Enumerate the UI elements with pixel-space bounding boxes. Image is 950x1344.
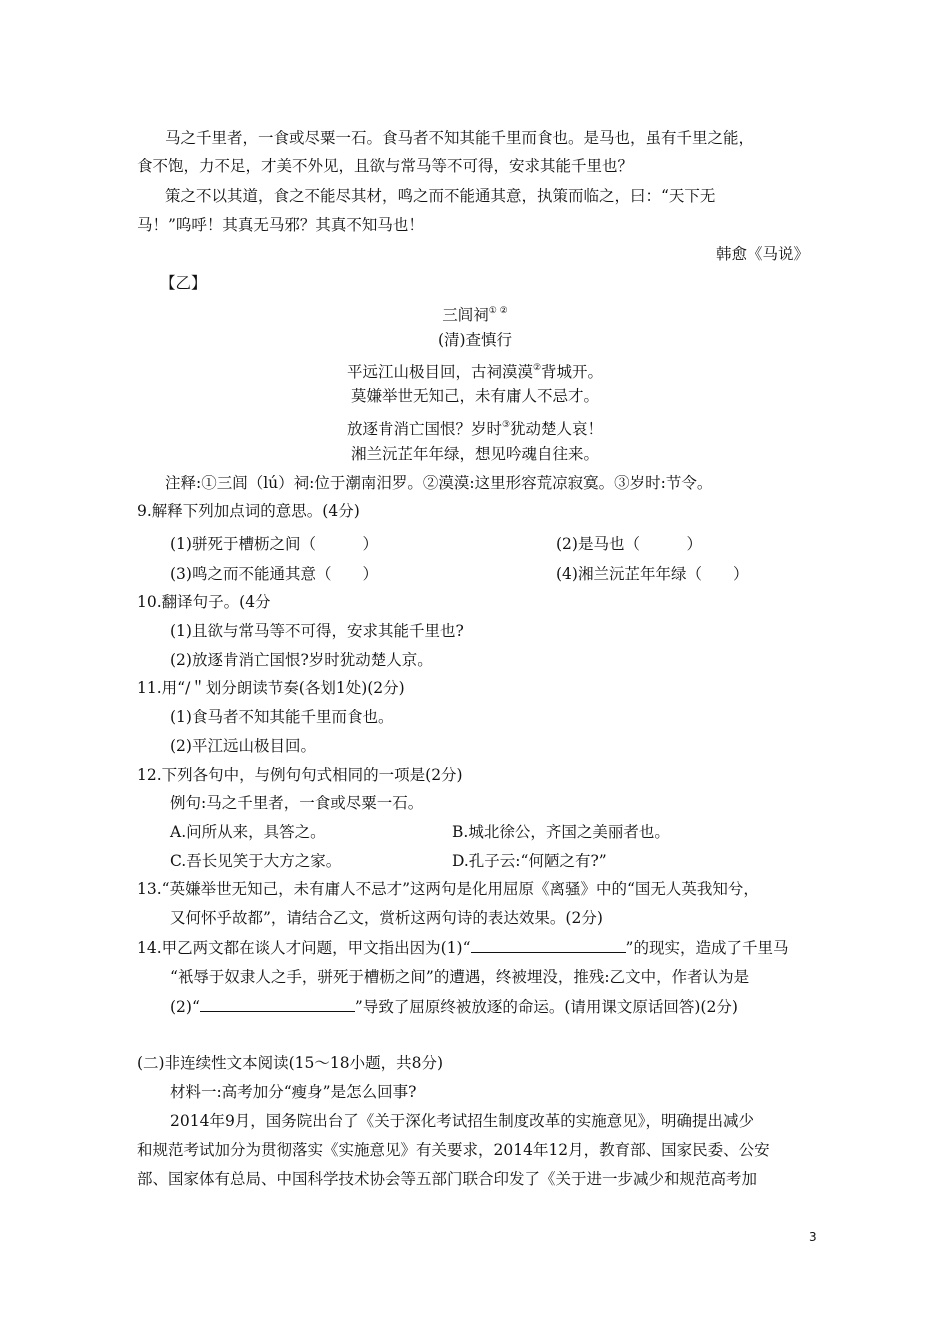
q12-option-d: D.孔子云:“何陋之有?”: [452, 852, 607, 870]
q11-stem: 11.用“/＂划分朗读节奏(各划1处)(2分): [137, 679, 405, 697]
q9-item-3: (3)鸣之而不能通其意（ ）: [170, 565, 378, 583]
jia-para2-line1: 策之不以其道，食之不能尽其材，鸣之而不能通其意，执策而临之，曰：“天下无: [165, 187, 716, 205]
poem-line-3: 放逐肯消亡国恨？岁时③犹动楚人哀！: [346, 420, 604, 438]
q14-line-2: “衹辱于奴隶人之手，骈死于槽枥之间”的遭遇，终被埋没，推残:乙文中，作者认为是: [170, 968, 750, 986]
jia-para1-line2: 食不饱，力不足，才美不外见，且欲与常马等不可得，安求其能千里也？: [137, 157, 634, 175]
q9-item-2: (2)是马也（ ）: [556, 535, 702, 553]
q11-sentence-1: (1)食马者不知其能千里而食也。: [170, 708, 394, 726]
poem-line-4: 湘兰沅芷年年绿，想见吟魂自往来。: [350, 445, 599, 463]
poem-title-notes: ① ②: [488, 306, 508, 316]
q10-stem: 10.翻译句子。(4分: [137, 593, 271, 611]
q12-option-c: C.吾长见笑于大方之家。: [170, 852, 342, 870]
section-2-heading: (二)非连续性文本阅读(15～18小题，共8分): [137, 1054, 443, 1072]
q9-item-4: (4)湘兰沅芷年年绿（ ）: [556, 565, 749, 583]
material-1-title: 材料一:高考加分“瘦身”是怎么回事?: [170, 1083, 417, 1101]
q10-sentence-2: (2)放逐肯消亡国恨?岁时犹动楚人京。: [170, 651, 433, 669]
jia-source: 韩愈《马说》: [715, 245, 809, 263]
poem-title: 三闾祠① ②: [442, 306, 508, 324]
poem-notes: 注释:①三闾（lú）祠:位于潮南汨罗。②漠漠:这里形容荒凉寂寞。③岁时:节令。: [165, 474, 713, 492]
q12-stem: 12.下列各句中，与例句句式相同的一项是(2分): [137, 766, 463, 784]
page-number: 3: [809, 1230, 817, 1244]
jia-para2-line2: 马！”呜呼！其真无马邪？其真不知马也！: [137, 216, 424, 234]
material-1-line-2: 和规范考试加分为贯彻落实《实施意见》有关要求，2014年12月，教育部、国家民委、公安: [137, 1141, 770, 1159]
material-1-line-1: 2014年9月，国务院出台了《关于深化考试招生制度改革的实施意见》，明确提出减少: [170, 1112, 755, 1130]
q13-line-1: 13.“英嫌举世无知己，未有庸人不忌才”这两句是化用屈原《离骚》中的“国无人英我知兮，: [137, 880, 759, 898]
poem-line-1: 平远江山极目回，古祠漠漠②背城开。: [346, 363, 604, 381]
q10-sentence-1: (1)且欲与常马等不可得，安求其能千里也?: [170, 622, 464, 640]
jia-para1-line1: 马之千里者，一食或尽粟一石。食马者不知其能千里而食也。是马也，虽有千里之能，: [165, 129, 755, 147]
q12-option-a: A.问所从来，具答之。: [170, 823, 326, 841]
q12-option-b: B.城北徐公，齐国之美丽者也。: [452, 823, 670, 841]
yi-label: 【乙】: [160, 274, 207, 292]
poem-line-2: 莫嫌举世无知己，未有庸人不忌才。: [350, 387, 599, 405]
answer-blank-2[interactable]: [200, 999, 355, 1012]
q13-line-2: 又何怀乎故都”，请结合乙文，赏析这两句诗的表达效果。(2分): [170, 909, 603, 927]
q11-sentence-2: (2)平江远山极目回。: [170, 737, 316, 755]
poem-author: (清)查慎行: [437, 331, 513, 349]
material-1-line-3: 部、国家体有总局、中国科学技术协会等五部门联合印发了《关于进一步减少和规范高考加: [137, 1170, 758, 1188]
q12-example: 例句:马之千里者，一食或尽粟一石。: [170, 794, 424, 812]
q9-item-1: (1)骈死于槽枥之间（ ）: [170, 535, 378, 553]
q14-line-1: 14.甲乙两文都在谈人才问题，甲文指出因为(1)“ ”的现实，造成了千里马: [137, 939, 789, 957]
answer-blank-1[interactable]: [471, 940, 626, 953]
q9-stem: 9.解释下列加点词的意思。(4分): [137, 502, 360, 520]
q14-line-3: (2)“ ”导致了屈原终被放逐的命运。(请用课文原话回答)(2分): [170, 998, 738, 1016]
